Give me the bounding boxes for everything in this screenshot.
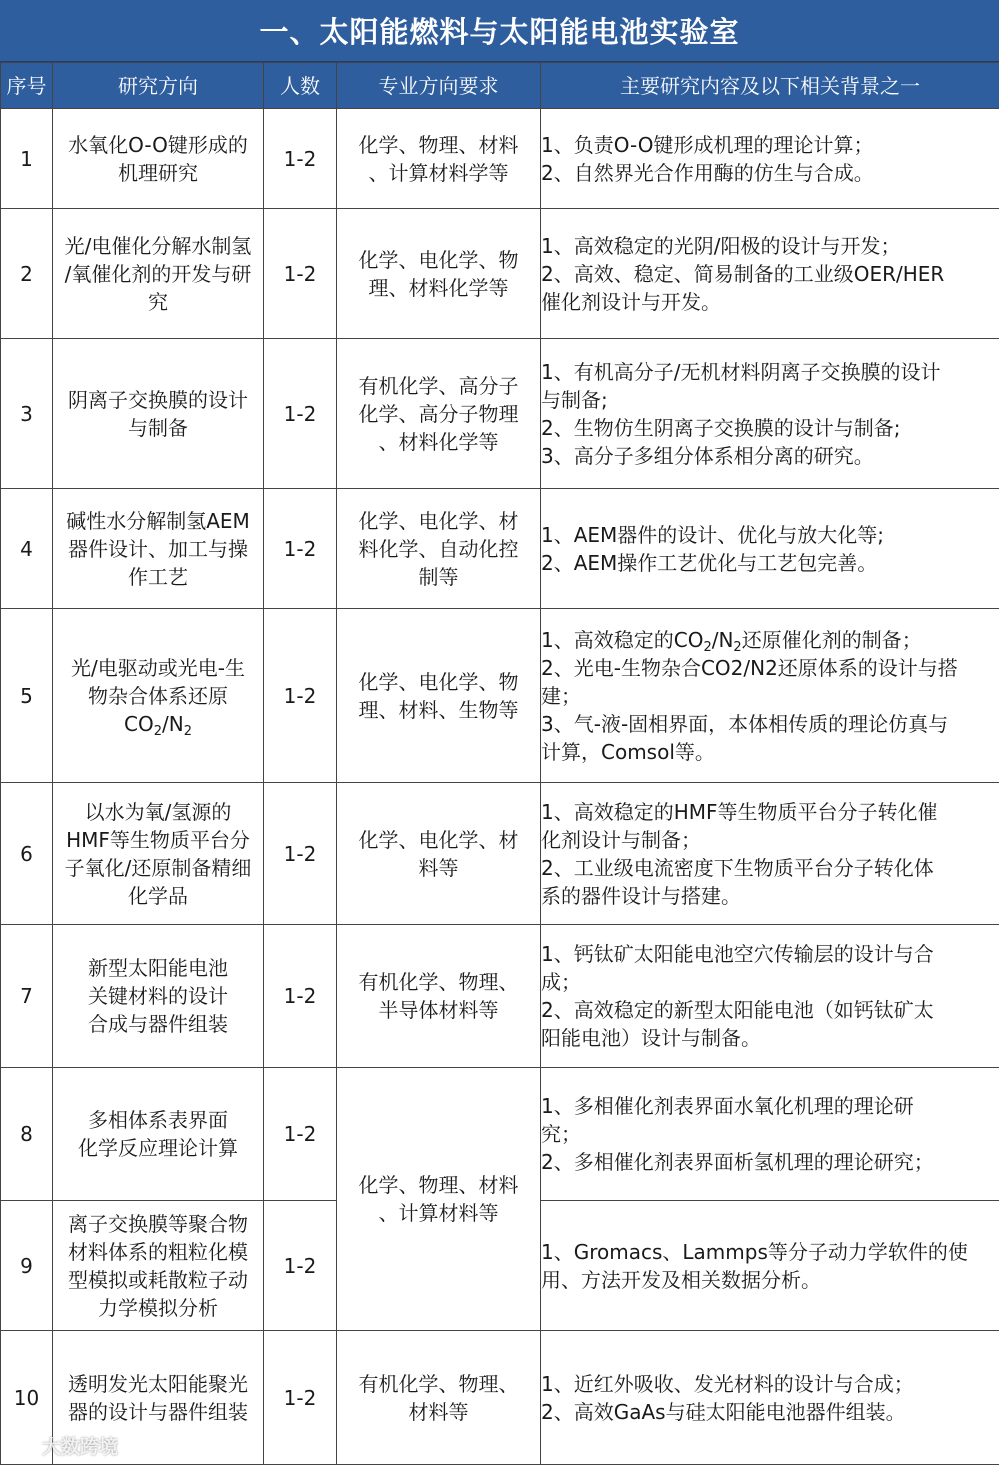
cell-count: 1-2 [264,1331,337,1465]
table-row [1,109,999,209]
cell-major [337,209,541,339]
cell-major [337,1068,541,1331]
cell-count: 1-2 [264,925,337,1068]
cell-line: 系的器件设计与搭建。 [541,882,999,910]
table-row [1,925,999,1068]
cell-line: 1、AEM器件的设计、优化与放大化等; [541,521,999,549]
cell-line: 新型太阳能电池 [53,954,263,982]
cell-line: 料等 [337,854,540,882]
cell-count: 1-2 [264,109,337,209]
table-body [1,109,999,1465]
cell-line: 料化学、自动化控 [337,535,540,563]
cell-line: 成； [541,968,999,996]
cell-line: 究； [541,1120,999,1148]
cell-line: 化学、电化学、物 [337,246,540,274]
cell-line: 2、自然界光合作用酶的仿生与合成。 [541,159,999,187]
cell-line: 2、高效、稳定、简易制备的工业级OER/HER [541,260,999,288]
cell-content [541,1068,999,1201]
cell-line: 光/电催化分解水制氢 [53,232,263,260]
cell-line: 2、光电-生物杂合CO2/N2还原体系的设计与搭 [541,654,999,682]
title-bar [0,0,999,62]
cell-line: 1、高效稳定的HMF等生物质平台分子转化催 [541,798,999,826]
cell-line: 2、高效稳定的新型太阳能电池（如钙钛矿太 [541,996,999,1024]
table-row [1,1068,999,1201]
cell-count: 1-2 [264,783,337,925]
cell-content [541,489,999,609]
cell-line: 理、材料化学等 [337,274,540,302]
cell-line: 建； [541,682,999,710]
cell-line: 化学、电化学、材 [337,826,540,854]
table-row [1,489,999,609]
cell-line: 子氧化/还原制备精细 [53,854,263,882]
cell-count: 1-2 [264,609,337,783]
table-row [1,339,999,489]
cell-line: 计算，Comsol等。 [541,738,999,766]
cell-major [337,339,541,489]
cell-line: 催化剂设计与开发。 [541,288,999,316]
watermark [8,1430,118,1460]
cell-line: 离子交换膜等聚合物 [53,1210,263,1238]
cell-line: 2、工业级电流密度下生物质平台分子转化体 [541,854,999,882]
cell-line: 材料体系的粗粒化模 [53,1238,263,1266]
cell-line: 与制备 [53,414,263,442]
cell-no: 4 [1,489,53,609]
cell-line: 化学、物理、材料 [337,1171,540,1199]
cell-line: 力学模拟分析 [53,1294,263,1322]
header-content: 主要研究内容及以下相关背景之一 [541,63,999,109]
cell-line: 半导体材料等 [337,996,540,1024]
cell-count: 1-2 [264,1068,337,1201]
cell-major [337,783,541,925]
cell-direction [53,109,264,209]
cell-line: 究 [53,288,263,316]
cell-direction [53,925,264,1068]
cell-no: 9 [1,1201,53,1331]
cell-line: 光/电驱动或光电-生 [53,654,263,682]
cell-line: 3、高分子多组分体系相分离的研究。 [541,442,999,470]
header-major: 专业方向要求 [337,63,541,109]
cell-line: 1、钙钛矿太阳能电池空穴传输层的设计与合 [541,940,999,968]
cell-content [541,339,999,489]
cell-line: 2、AEM操作工艺优化与工艺包完善。 [541,549,999,577]
cell-line: 器的设计与器件组装 [53,1398,263,1426]
cell-content [541,1201,999,1331]
cell-direction [53,1201,264,1331]
cell-line: 物杂合体系还原 [53,682,263,710]
cell-line: HMF等生物质平台分 [53,826,263,854]
cell-line: 以水为氧/氢源的 [53,798,263,826]
cell-line: 2、高效GaAs与硅太阳能电池器件组装。 [541,1398,999,1426]
cell-line: 1、有机高分子/无机材料阴离子交换膜的设计 [541,358,999,386]
cell-line: 、计算材料学等 [337,159,540,187]
cell-line: 化学品 [53,882,263,910]
cell-major [337,925,541,1068]
cell-line: 透明发光太阳能聚光 [53,1370,263,1398]
cell-line: 阳能电池）设计与制备。 [541,1024,999,1052]
cell-line: 器件设计、加工与操 [53,535,263,563]
cell-content [541,609,999,783]
cell-line: 化学、电化学、物 [337,668,540,696]
cell-line: 1、多相催化剂表界面水氧化机理的理论研 [541,1092,999,1120]
cell-line: 1、近红外吸收、发光材料的设计与合成； [541,1370,999,1398]
cell-count: 1-2 [264,339,337,489]
cell-line: 理、材料、生物等 [337,696,540,724]
watermark-logo-icon [8,1433,38,1457]
cell-line: 3、气-液-固相界面，本体相传质的理论仿真与 [541,710,999,738]
cell-line: 型模拟或耗散粒子动 [53,1266,263,1294]
cell-count: 1-2 [264,489,337,609]
cell-major [337,1331,541,1465]
cell-line: 、材料化学等 [337,428,540,456]
cell-line: /氧催化剂的开发与研 [53,260,263,288]
cell-line: 用、方法开发及相关数据分析。 [541,1266,999,1294]
cell-line: 有机化学、高分子 [337,372,540,400]
cell-direction [53,339,264,489]
cell-line: 1、高效稳定的光阴/阳极的设计与开发； [541,232,999,260]
table-header-row [1,63,999,109]
cell-major [337,489,541,609]
cell-line: 化学、物理、材料 [337,131,540,159]
cell-line: 有机化学、物理、 [337,968,540,996]
cell-no: 6 [1,783,53,925]
cell-direction [53,609,264,783]
cell-line: 、计算材料等 [337,1199,540,1227]
cell-line: 2、生物仿生阴离子交换膜的设计与制备; [541,414,999,442]
cell-line: 多相体系表界面 [53,1106,263,1134]
cell-line: $CO_2/N_2$ [53,710,263,738]
cell-content [541,209,999,339]
cell-content [541,783,999,925]
cell-line: 阴离子交换膜的设计 [53,386,263,414]
table-row [1,1331,999,1465]
cell-count: 1-2 [264,1201,337,1331]
cell-line: 有机化学、物理、 [337,1370,540,1398]
cell-no: 7 [1,925,53,1068]
cell-no: 1 [1,109,53,209]
cell-line: 1、高效稳定的$CO_2/N_2$还原催化剂的制备； [541,626,999,654]
cell-line: 1、负责O-O键形成机理的理论计算； [541,131,999,159]
cell-line: 化剂设计与制备； [541,826,999,854]
cell-line: 关键材料的设计 [53,982,263,1010]
cell-no: 2 [1,209,53,339]
header-no: 序号 [1,63,53,109]
cell-direction [53,489,264,609]
cell-count: 1-2 [264,209,337,339]
cell-line: 作工艺 [53,563,263,591]
cell-line: 合成与器件组装 [53,1010,263,1038]
cell-line: 化学、高分子物理 [337,400,540,428]
cell-major [337,109,541,209]
cell-line: 与制备; [541,386,999,414]
cell-no: 3 [1,339,53,489]
table-row [1,609,999,783]
cell-no: 5 [1,609,53,783]
page-title: 一、太阳能燃料与太阳能电池实验室 [259,10,739,51]
cell-no: 10 [1,1331,53,1465]
cell-line: 化学、电化学、材 [337,507,540,535]
header-count: 人数 [264,63,337,109]
cell-line: 水氧化O-O键形成的 [53,131,263,159]
cell-line: 2、多相催化剂表界面析氢机理的理论研究； [541,1148,999,1176]
cell-line: 碱性水分解制氢AEM [53,507,263,535]
cell-line: 机理研究 [53,159,263,187]
table-row [1,209,999,339]
cell-major [337,609,541,783]
cell-line: 化学反应理论计算 [53,1134,263,1162]
research-table [0,62,999,1465]
cell-no: 8 [1,1068,53,1201]
cell-content [541,1331,999,1465]
cell-line: 1、Gromacs、Lammps等分子动力学软件的使 [541,1238,999,1266]
cell-direction [53,783,264,925]
cell-content [541,925,999,1068]
header-direction: 研究方向 [53,63,264,109]
watermark-text: 大数跨境 [42,1432,118,1459]
table-row [1,783,999,925]
cell-direction [53,1068,264,1201]
cell-direction [53,209,264,339]
cell-line: 材料等 [337,1398,540,1426]
cell-content [541,109,999,209]
cell-line: 制等 [337,563,540,591]
